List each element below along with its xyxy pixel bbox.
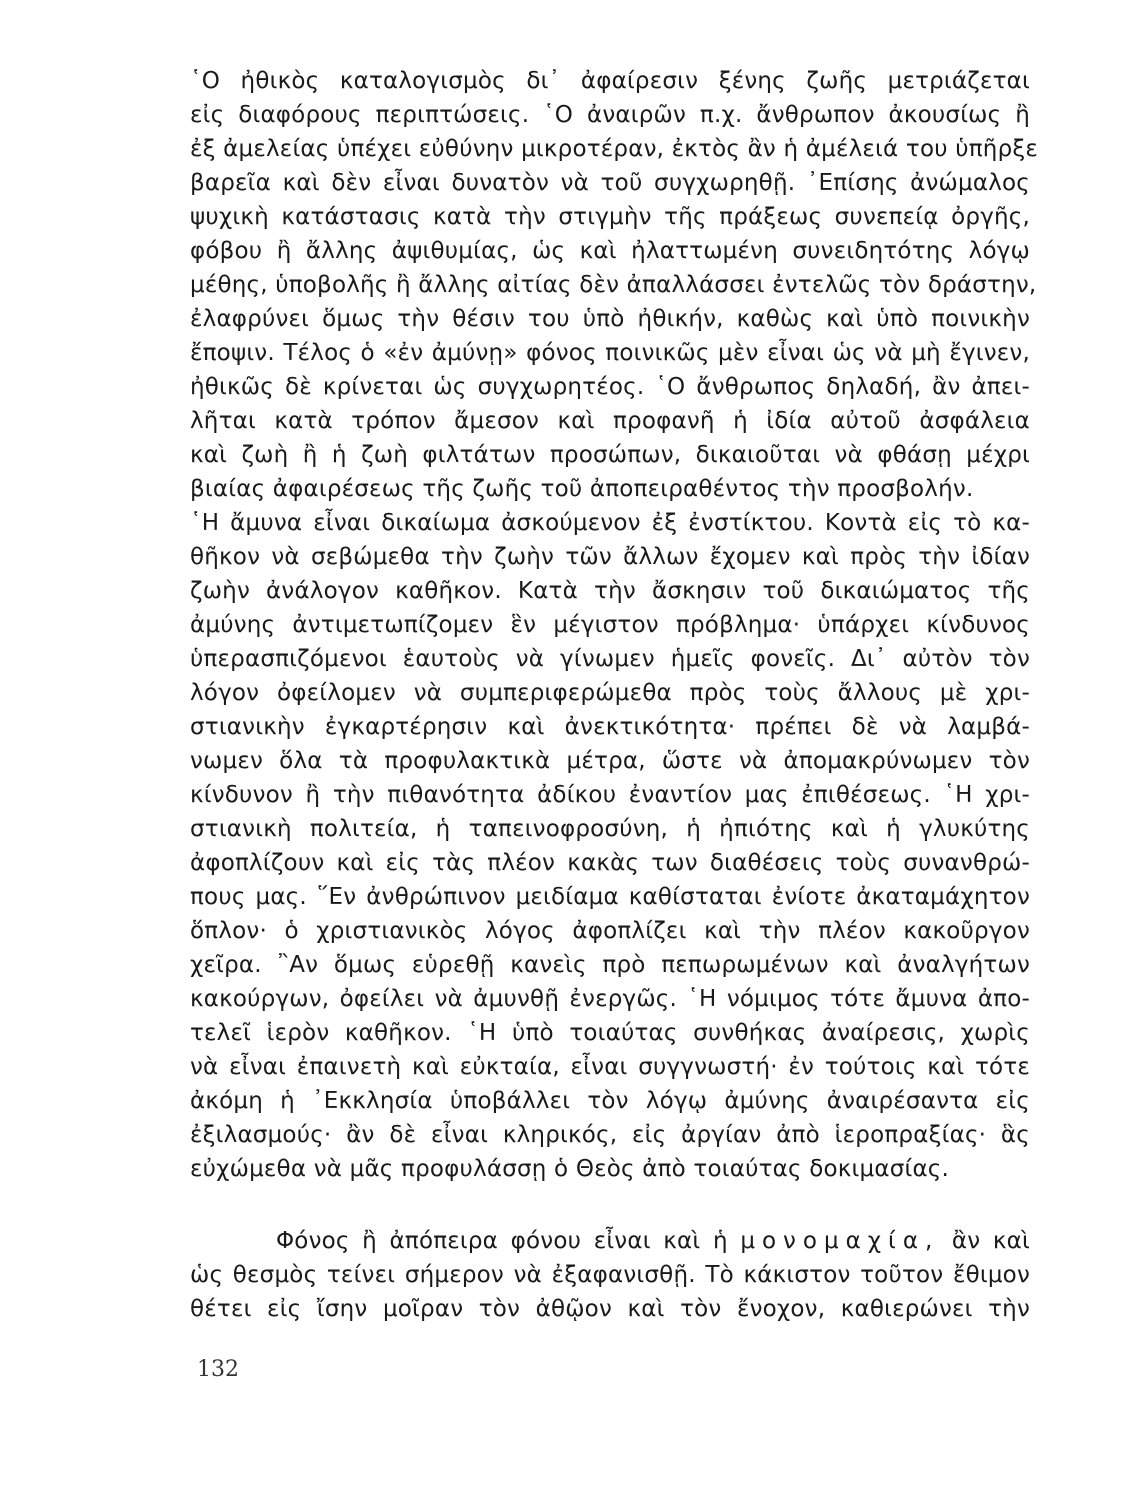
text-line: ἠθικῶς δὲ κρίνεται ὡς συγχωρητέος. ῾Ο ἄνθρωπος δηλαδή, ἂν ἀπει- [190, 374, 1030, 400]
text-line: ῾Η ἄμυνα εἶναι δικαίωμα ἀσκούμενον ἐξ ἐνστίκτου. Κοντὰ εἰς τὸ κα- [190, 510, 1030, 536]
text-line: ἀκόμη ἡ ᾿Εκκλησία ὑποβάλλει τὸν λόγῳ ἀμύνης ἀναιρέσαντα εἰς [190, 1088, 1030, 1114]
text-line: νὰ εἶναι ἐπαινετὴ καὶ εὐκταία, εἶναι συγγνωστή· ἐν τούτοις καὶ τότε [190, 1054, 1030, 1080]
text-line: ζωὴν ἀνάλογον καθῆκον. Κατὰ τὴν ἄσκησιν τοῦ δικαιώματος τῆς [190, 578, 1030, 604]
paragraph-1 [190, 64, 1039, 1186]
text-line: στιανικὴν ἐγκαρτέρησιν καὶ ἀνεκτικότητα· πρέπει δὲ νὰ λαμβά- [190, 714, 1030, 740]
text-line: ὅπλον· ὁ χριστιανικὸς λόγος ἀφοπλίζει καὶ τὴν πλέον κακοῦργον [190, 918, 1030, 944]
text-line: λῆται κατὰ τρόπον ἄμεσον καὶ προφανῆ ἡ ἰδία αὐτοῦ ἀσφάλεια [190, 408, 1030, 434]
text-line: πους μας. ῞Εν ἀνθρώπινον μειδίαμα καθίσταται ἐνίοτε ἀκαταμάχητον [190, 884, 1030, 910]
text-line: χεῖρα. ῍Αν ὅμως εὑρεθῇ κανεὶς πρὸ πεπωρωμένων καὶ ἀναλγήτων [190, 952, 1030, 978]
text-line: μέθης, ὑποβολῆς ἢ ἄλλης αἰτίας δὲν ἀπαλλάσσει ἐντελῶς τὸν δράστην, [190, 272, 1037, 298]
text-line: λόγον ὀφείλομεν νὰ συμπεριφερώμεθα πρὸς τοὺς ἄλλους μὲ χρι- [190, 680, 1030, 706]
text-line: βαρεῖα καὶ δὲν εἶναι δυνατὸν νὰ τοῦ συγχωρηθῇ. ᾿Επίσης ἀνώμαλος [190, 170, 1030, 196]
text-line: νωμεν ὅλα τὰ προφυλακτικὰ μέτρα, ὥστε νὰ ἀπομακρύνωμεν τὸν [190, 748, 1030, 774]
text-line: ἀφοπλίζουν καὶ εἰς τὰς πλέον κακὰς των διαθέσεις τοὺς συνανθρώ- [190, 850, 1030, 876]
text-fragment: ἂν καὶ [951, 1228, 1030, 1254]
page-number: 132 [197, 1357, 239, 1382]
text-line: τελεῖ ἱερὸν καθῆκον. ῾Η ὑπὸ τοιαύτας συνθήκας ἀναίρεσις, χωρὶς [190, 1020, 1030, 1046]
paragraph-2 [190, 1224, 1030, 1326]
text-line: ὑπερασπιζόμενοι ἑαυτοὺς νὰ γίνωμεν ἡμεῖς φονεῖς. Δι᾽ αὐτὸν τὸν [190, 646, 1030, 672]
text-line: ἐλαφρύνει ὅμως τὴν θέσιν του ὑπὸ ἠθικήν, καθὼς καὶ ὑπὸ ποινικὴν [190, 306, 1030, 332]
text-line: βιαίας ἀφαιρέσεως τῆς ζωῆς τοῦ ἀποπειραθέντος τὴν προσβολήν. [190, 476, 974, 502]
text-line: καὶ ζωὴ ἢ ἡ ζωὴ φιλτάτων προσώπων, δικαιοῦται νὰ φθάσῃ μέχρι [190, 442, 1030, 468]
text-line: εὐχώμεθα νὰ μᾶς προφυλάσσῃ ὁ Θεὸς ἀπὸ τοιαύτας δοκιμασίας. [190, 1156, 950, 1182]
text-line [190, 1224, 1030, 1258]
text-line: θῆκον νὰ σεβώμεθα τὴν ζωὴν τῶν ἄλλων ἔχομεν καὶ πρὸς τὴν ἰδίαν [190, 544, 1030, 570]
spaced-emphasis: μονομαχία, [740, 1228, 940, 1254]
text-line: ἐξ ἀμελείας ὑπέχει εὐθύνην μικροτέραν, ἐκτὸς ἂν ἡ ἀμέλειά του ὑπῆρξε [190, 136, 1039, 162]
text-line: στιανικὴ πολιτεία, ἡ ταπεινοφροσύνη, ἡ ἠπιότης καὶ ἡ γλυκύτης [190, 816, 1030, 842]
text-line: ψυχικὴ κατάστασις κατὰ τὴν στιγμὴν τῆς πράξεως συνεπείᾳ ὀργῆς, [190, 204, 1030, 230]
text-line: κίνδυνον ἢ τὴν πιθανότητα ἀδίκου ἐναντίον μας ἐπιθέσεως. ῾Η χρι- [190, 782, 1030, 808]
text-line: ἀμύνης ἀντιμετωπίζομεν ἓν μέγιστον πρόβλημα· ὑπάρχει κίνδυνος [190, 612, 1030, 638]
text-line: εἰς διαφόρους περιπτώσεις. ῾Ο ἀναιρῶν π.χ. ἄνθρωπον ἀκουσίως ἢ [190, 102, 1030, 128]
text-line: φόβου ἢ ἄλλης ἀψιθυμίας, ὡς καὶ ἠλαττωμένη συνειδητότης λόγῳ [190, 238, 1030, 264]
text-line: κακούργων, ὀφείλει νὰ ἀμυνθῇ ἐνεργῶς. ῾Η νόμιμος τότε ἄμυνα ἀπο- [190, 986, 1030, 1012]
text-line: θέτει εἰς ἴσην μοῖραν τὸν ἀθῷον καὶ τὸν ἔνοχον, καθιερώνει τὴν [190, 1296, 1030, 1322]
text-line: ῾Ο ἠθικὸς καταλογισμὸς δι᾽ ἀφαίρεσιν ξένης ζωῆς μετριάζεται [190, 68, 1030, 94]
text-line: ἐξιλασμούς· ἂν δὲ εἶναι κληρικός, εἰς ἀργίαν ἀπὸ ἱεροπραξίας· ἃς [190, 1122, 1030, 1148]
text-line: ὡς θεσμὸς τείνει σήμερον νὰ ἐξαφανισθῇ. Τὸ κάκιστον τοῦτον ἔθιμον [190, 1262, 1030, 1288]
text-line: ἔποψιν. Τέλος ὁ «ἐν ἀμύνῃ» φόνος ποινικῶς μὲν εἶναι ὡς νὰ μὴ ἔγινεν, [190, 340, 1030, 366]
text-fragment: Φόνος ἢ ἀπόπειρα φόνου εἶναι καὶ ἡ [276, 1228, 728, 1254]
